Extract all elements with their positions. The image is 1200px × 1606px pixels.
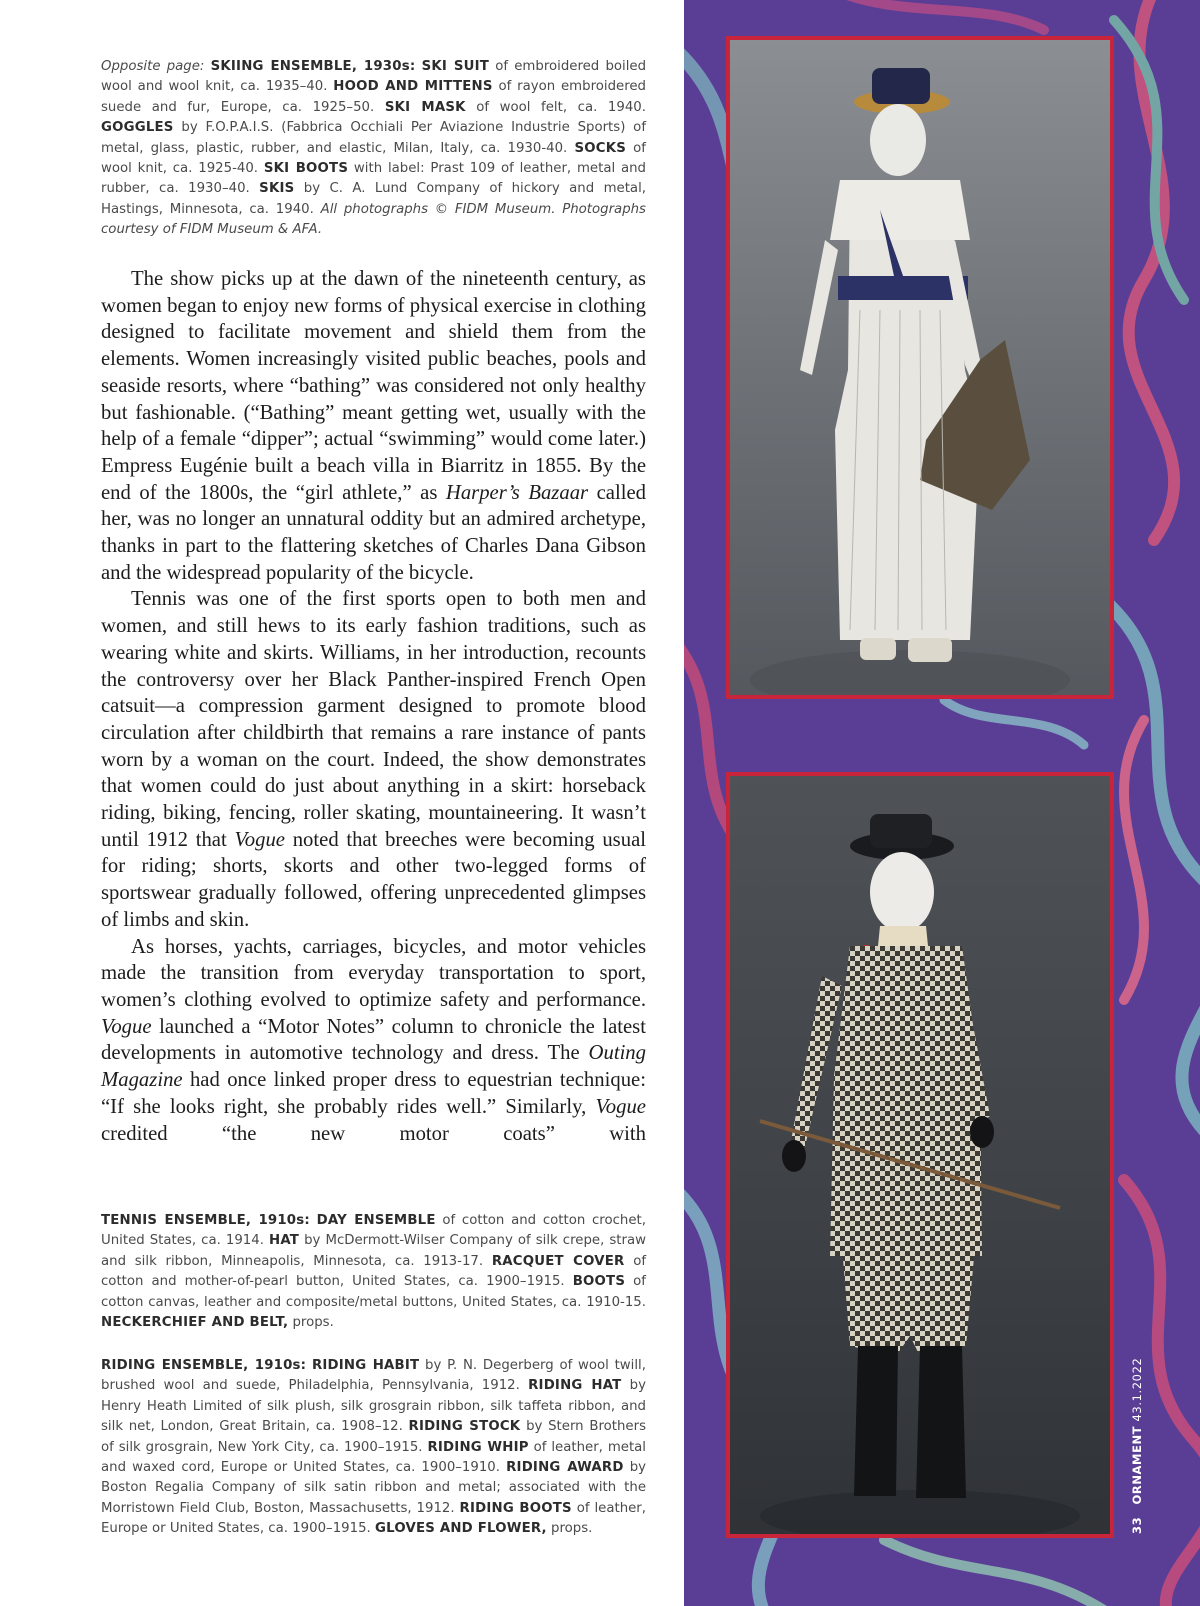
publication-title: Vogue [234, 828, 285, 851]
text-run: Tennis was one of the first sports open to both men and women, and still hews to its early fashion traditions, such as wearing white and skirts. Williams, in her introduction, recounts the controversy over her Black Panther-inspired French Open catsuit—a compression garment designed to promote blood circulation after childbirth that remains a rare instance of pants worn by a woman on the court. Indeed, the show demonstrates that women could do just about anything in a skirt: horseback riding, biking, fencing, roller skating, mountaineering. It wasn’t until 1912 that [101, 588, 646, 851]
caption-key: RACQUET COVER [491, 1253, 625, 1269]
publication-title: Harper’s Bazaar [445, 481, 589, 504]
caption-key: BOOTS [572, 1274, 626, 1290]
caption-text: by McDermott-Wilser Company of silk crepe, straw and silk ribbon, Minneapolis, Minnesota, ca. 1913-17. [101, 1233, 646, 1269]
caption-key: RIDING HAT [528, 1378, 622, 1394]
caption-text: of wool knit, ca. 1925-40. [101, 140, 646, 177]
caption-key: SKI BOOTS [263, 161, 349, 177]
paragraph [101, 266, 646, 586]
page-folio [1130, 1358, 1144, 1534]
photo-credit: All photographs © FIDM Museum. Photographs courtesy of FIDM Museum & AFA. [101, 201, 646, 238]
caption-key: GOGGLES [101, 120, 174, 136]
caption-key: HAT [269, 1233, 300, 1249]
caption-text: by P. N. Degerberg of wool twill, brushed wool and suede, Philadelphia, Pennsylvania, 1912. [101, 1358, 646, 1394]
caption-text: of cotton and mother-of-pearl button, United States, ca. 1900–1915. [101, 1253, 647, 1290]
publication-title: Vogue [595, 1095, 646, 1118]
caption-text: by Boston Regalia Company of silk satin ribbon and metal; associated with the Morristown Field Club, Boston, Massachusetts, 1912. [101, 1460, 646, 1516]
caption-key: RIDING WHIP [427, 1439, 529, 1455]
caption-ensemble: RIDING ENSEMBLE, 1910s: [101, 1358, 307, 1373]
text-run: had once linked proper dress to equestrian technique: “If she looks right, she probably rides well.” Similarly, [101, 1069, 646, 1118]
caption-text: of embroidered boiled wool and wool knit, ca. 1935–40. [101, 59, 647, 95]
caption-key: SKIS [259, 181, 295, 197]
caption-skiing [101, 57, 646, 241]
tennis-ensemble-figure [730, 40, 1110, 695]
caption-text: of leather, metal and waxed cord, Europe or United States, ca. 1900–1910. [101, 1439, 647, 1476]
caption-key: SOCKS [574, 140, 626, 156]
caption-text: by Henry Heath Limited of silk plush, silk grosgrain ribbon, silk taffeta ribbon, and silk net, London, Great Britain, ca. 1908–12. [101, 1378, 646, 1435]
caption-tennis [101, 1211, 646, 1333]
caption-key: RIDING HABIT [311, 1358, 420, 1373]
caption-ensemble: SKIING ENSEMBLE, 1930s: [210, 59, 416, 74]
publication-title: Outing Magazine [101, 1042, 646, 1092]
caption-key: RIDING BOOTS [459, 1500, 572, 1516]
caption-key: SKI MASK [384, 99, 466, 115]
caption-key: NECKERCHIEF AND BELT, [101, 1315, 289, 1331]
caption-text: by Stern Brothers of silk grosgrain, New York City, ca. 1900–1915. [101, 1419, 646, 1455]
text-run: The show picks up at the dawn of the nineteenth century, as women began to enjoy new forms of physical exercise in clothing designed to facilitate movement and shield them from the elements. Women increasingly visited public beaches, pools and seaside resorts, where “bathing” was considered not only healthy but fashionable. (“Bathing” meant getting wet, usually with the help of a female “dipper”; actual “swimming” would come later.) Empress Eugénie built a beach villa in Biarritz in 1855. By the end of the 1800s, the “girl athlete,” as [101, 268, 646, 504]
paragraph [101, 934, 646, 1148]
text-run: launched a “Motor Notes” column to chronicle the latest developments in automotive technology and dress. The [101, 1015, 646, 1065]
caption-riding [101, 1356, 646, 1540]
text-run: noted that breeches were becoming usual for riding; shorts, skorts and other two-legged forms of sportswear gradually followed, offering unprecedented glimpses of limbs and skin. [101, 828, 646, 931]
caption-text: of rayon embroidered suede and fur, Europe, ca. 1925–50. [101, 79, 646, 115]
caption-key: SKI SUIT [421, 59, 490, 74]
riding-boots [854, 1346, 898, 1496]
caption-key: GLOVES AND FLOWER, [375, 1521, 547, 1537]
text-run: credited “the new motor coats” with [101, 1122, 646, 1145]
caption-ensemble: TENNIS ENSEMBLE, 1910s: [101, 1213, 310, 1228]
caption-text: by F.O.P.A.I.S. (Fabbrica Occhiali Per Aviazione Industrie Sports) of metal, glass, plastic, rubber, and elastic, Milan, Italy, ca. 1930-40. [101, 120, 646, 156]
caption-text: props. [546, 1521, 593, 1537]
caption-key: RIDING STOCK [408, 1419, 521, 1435]
caption-text: by C. A. Lund Company of hickory and metal, Hastings, Minnesota, ca. 1940. [101, 181, 646, 217]
caption-text: of wool felt, ca. 1940. [465, 99, 646, 115]
riding-ensemble-figure [730, 776, 1110, 1534]
caption-text: of cotton and cotton crochet, United States, ca. 1914. [101, 1213, 646, 1249]
article-body [101, 266, 646, 1147]
caption-intro: Opposite page: [101, 59, 205, 74]
caption-key: RIDING AWARD [506, 1460, 624, 1476]
caption-key: HOOD AND MITTENS [333, 79, 493, 95]
issue-number: 43.1.2022 [1130, 1357, 1144, 1422]
caption-text: with label: Prast 109 of leather, metal and rubber, ca. 1930–40. [101, 161, 646, 197]
text-run: called her, was no longer an unnatural oddity but an admired archetype, thanks in part to the flattering sketches of Charles Dana Gibson and the widespread popularity of the bicycle. [101, 481, 646, 584]
photo-riding-ensemble [726, 772, 1114, 1538]
caption-text: of leather, Europe or United States, ca. 1900–1915. [101, 1500, 646, 1537]
page-number: 33 [1130, 1516, 1144, 1534]
caption-key: DAY ENSEMBLE [316, 1213, 436, 1228]
caption-text: props. [288, 1315, 334, 1331]
publication-title: Vogue [101, 1015, 152, 1038]
caption-text: of cotton canvas, leather and composite/metal buttons, United States, ca. 1910-15. [101, 1274, 646, 1310]
photo-tennis-ensemble [726, 36, 1114, 699]
text-run: As horses, yachts, carriages, bicycles, and motor vehicles made the transition from everyday transportation to sport, women’s clothing evolved to optimize safety and performance. [101, 935, 646, 1011]
magazine-name: ORNAMENT [1130, 1425, 1144, 1505]
paragraph [101, 586, 646, 933]
